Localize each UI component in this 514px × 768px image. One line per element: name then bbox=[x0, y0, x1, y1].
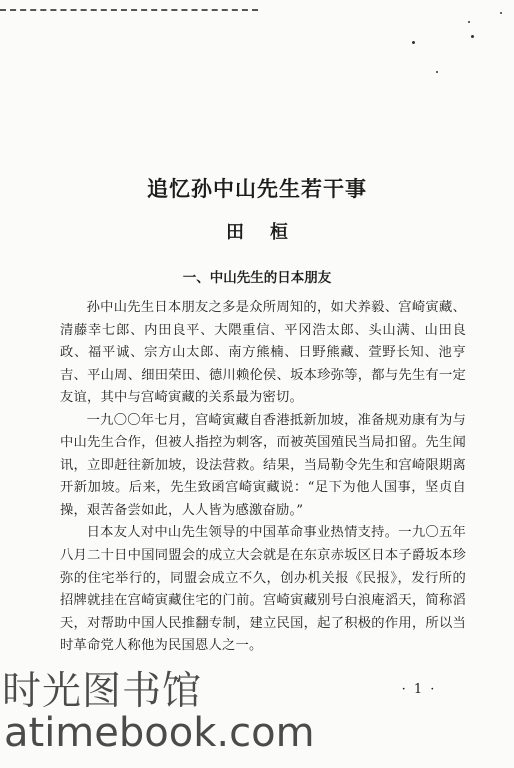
scan-speck bbox=[468, 21, 470, 23]
page-number: · 1 · bbox=[401, 682, 437, 697]
paragraph: 孙中山先生日本朋友之多是众所周知的，如犬养毅、宫崎寅藏、清藤幸七郎、内田良平、大隈重信、平冈浩太郎、头山满、山田良政、福平诚、宗方山太郎、南方熊楠、日野熊藏、萱野长知、池亨吉、平山周、细田荣田、德川赖伦侯、坂本珍弥等，都与先生有一定友谊，其中与宫崎寅藏的关系最为密切。 bbox=[60, 300, 466, 406]
scan-speck bbox=[412, 41, 415, 44]
paragraph: 日本友人对中山先生领导的中国革命事业热情支持。一九〇五年八月二十日中国同盟会的成立大会就是在东京赤坂区日本子爵坂本珍弥的住宅举行的，同盟会成立不久，创办机关报《民报》，发行所的招牌就挂在宫崎寅藏住宅的门前。宫崎寅藏别号白浪庵滔天，简称滔天，对帮助中国人民推翻专制，建立民国，起了积极的作用，所以当时革命党人称他为民国恩人之一。 bbox=[60, 525, 466, 654]
body-text bbox=[60, 297, 466, 658]
section-heading: 一、中山先生的日本朋友 bbox=[182, 270, 332, 286]
watermark-url: atimebook.com bbox=[4, 710, 315, 756]
watermark-chinese: 时光图书馆 bbox=[2, 669, 203, 714]
top-dashed-rule bbox=[0, 9, 258, 11]
paragraph: 一九〇〇年七月，宫崎寅藏自香港抵新加坡，准备规劝康有为与中山先生合作，但被人指控为刺客，而被英国殖民当局扣留。先生闻讯，立即赶往新加坡，设法营救。结果，当局勒令先生和宫崎限期离开新加坡。后来，先生致函宫崎寅藏说：“足下为他人国事，坚贞自操，艰苦备尝如此，人人皆为感激奋励。” bbox=[60, 412, 466, 518]
author-name: 田桓 bbox=[226, 222, 314, 243]
scan-speck bbox=[500, 12, 502, 14]
chapter-title: 追忆孙中山先生若干事 bbox=[147, 176, 367, 201]
scan-speck bbox=[436, 71, 438, 73]
scan-speck bbox=[471, 35, 474, 38]
